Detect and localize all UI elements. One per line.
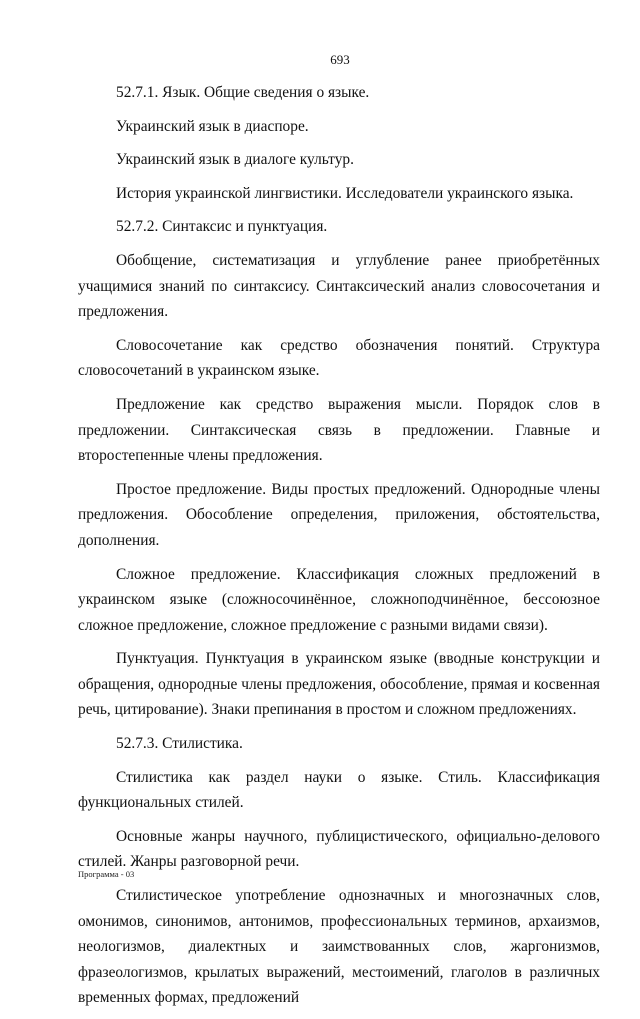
page-footer: Программа - 03 xyxy=(78,869,135,879)
paragraph-text: Сложное предложение. Классификация сложных предложений в украинском языке (сложносочинённое, сложноподчинённое, бессоюзное сложное предложение, сложное предложение с разными видами связи). xyxy=(78,565,600,634)
paragraph-text: Стилистическое употребление однозначных и многозначных слов, омонимов, синонимов, антонимов, профессиональных терминов, архаизмов, неологизмов, диалектных и заимствованных слов, жаргонизмов, фразеологизмов, крылатых выражений, местоимений, глаголов в различных временных формах, предложений xyxy=(78,887,600,1007)
paragraph-text: Основные жанры научного, публицистического, официально-делового стилей. Жанры разговорной речи. xyxy=(78,827,600,871)
paragraph-heading-52-7-3: 52.7.3. Стилистика. xyxy=(116,735,243,753)
paragraph-text: Обобщение, систематизация и углубление ранее приобретённых учащимися знаний по синтаксису. Синтаксический анализ словосочетания и предложения. xyxy=(78,251,600,321)
paragraph-topic: История украинской лингвистики. Исследователи украинского языка. xyxy=(116,184,574,202)
paragraph-text: Словосочетание как средство обозначения понятий. Структура словосочетаний в украинском языке. xyxy=(78,336,600,380)
paragraph-text: Стилистика как раздел науки о языке. Стиль. Классификация функциональных стилей. xyxy=(78,768,600,812)
paragraph-heading-52-7-2: 52.7.2. Синтаксис и пунктуация. xyxy=(116,218,328,236)
document-body xyxy=(78,80,600,1019)
paragraph-text: Пунктуация. Пунктуация в украинском языке (вводные конструкции и обращения, однородные члены предложения, обособление, прямая и косвенная речь, цитирование). Знаки препинания в простом и сложном предложениях. xyxy=(78,650,600,719)
paragraph-heading-52-7-1: 52.7.1. Язык. Общие сведения о языке. xyxy=(116,84,370,101)
paragraph-topic: Украинский язык в диаспоре. xyxy=(116,117,309,135)
paragraph-text: Предложение как средство выражения мысли. Порядок слов в предложении. Синтаксическая связь в предложении. Главные и второстепенные члены предложения. xyxy=(78,395,600,465)
paragraph-topic: Украинский язык в диалоге культур. xyxy=(116,151,354,169)
page-number: 693 xyxy=(330,52,350,67)
paragraph-text: Простое предложение. Виды простых предложений. Однородные члены предложения. Обособление определения, приложения, обстоятельства, дополнения. xyxy=(78,480,600,549)
